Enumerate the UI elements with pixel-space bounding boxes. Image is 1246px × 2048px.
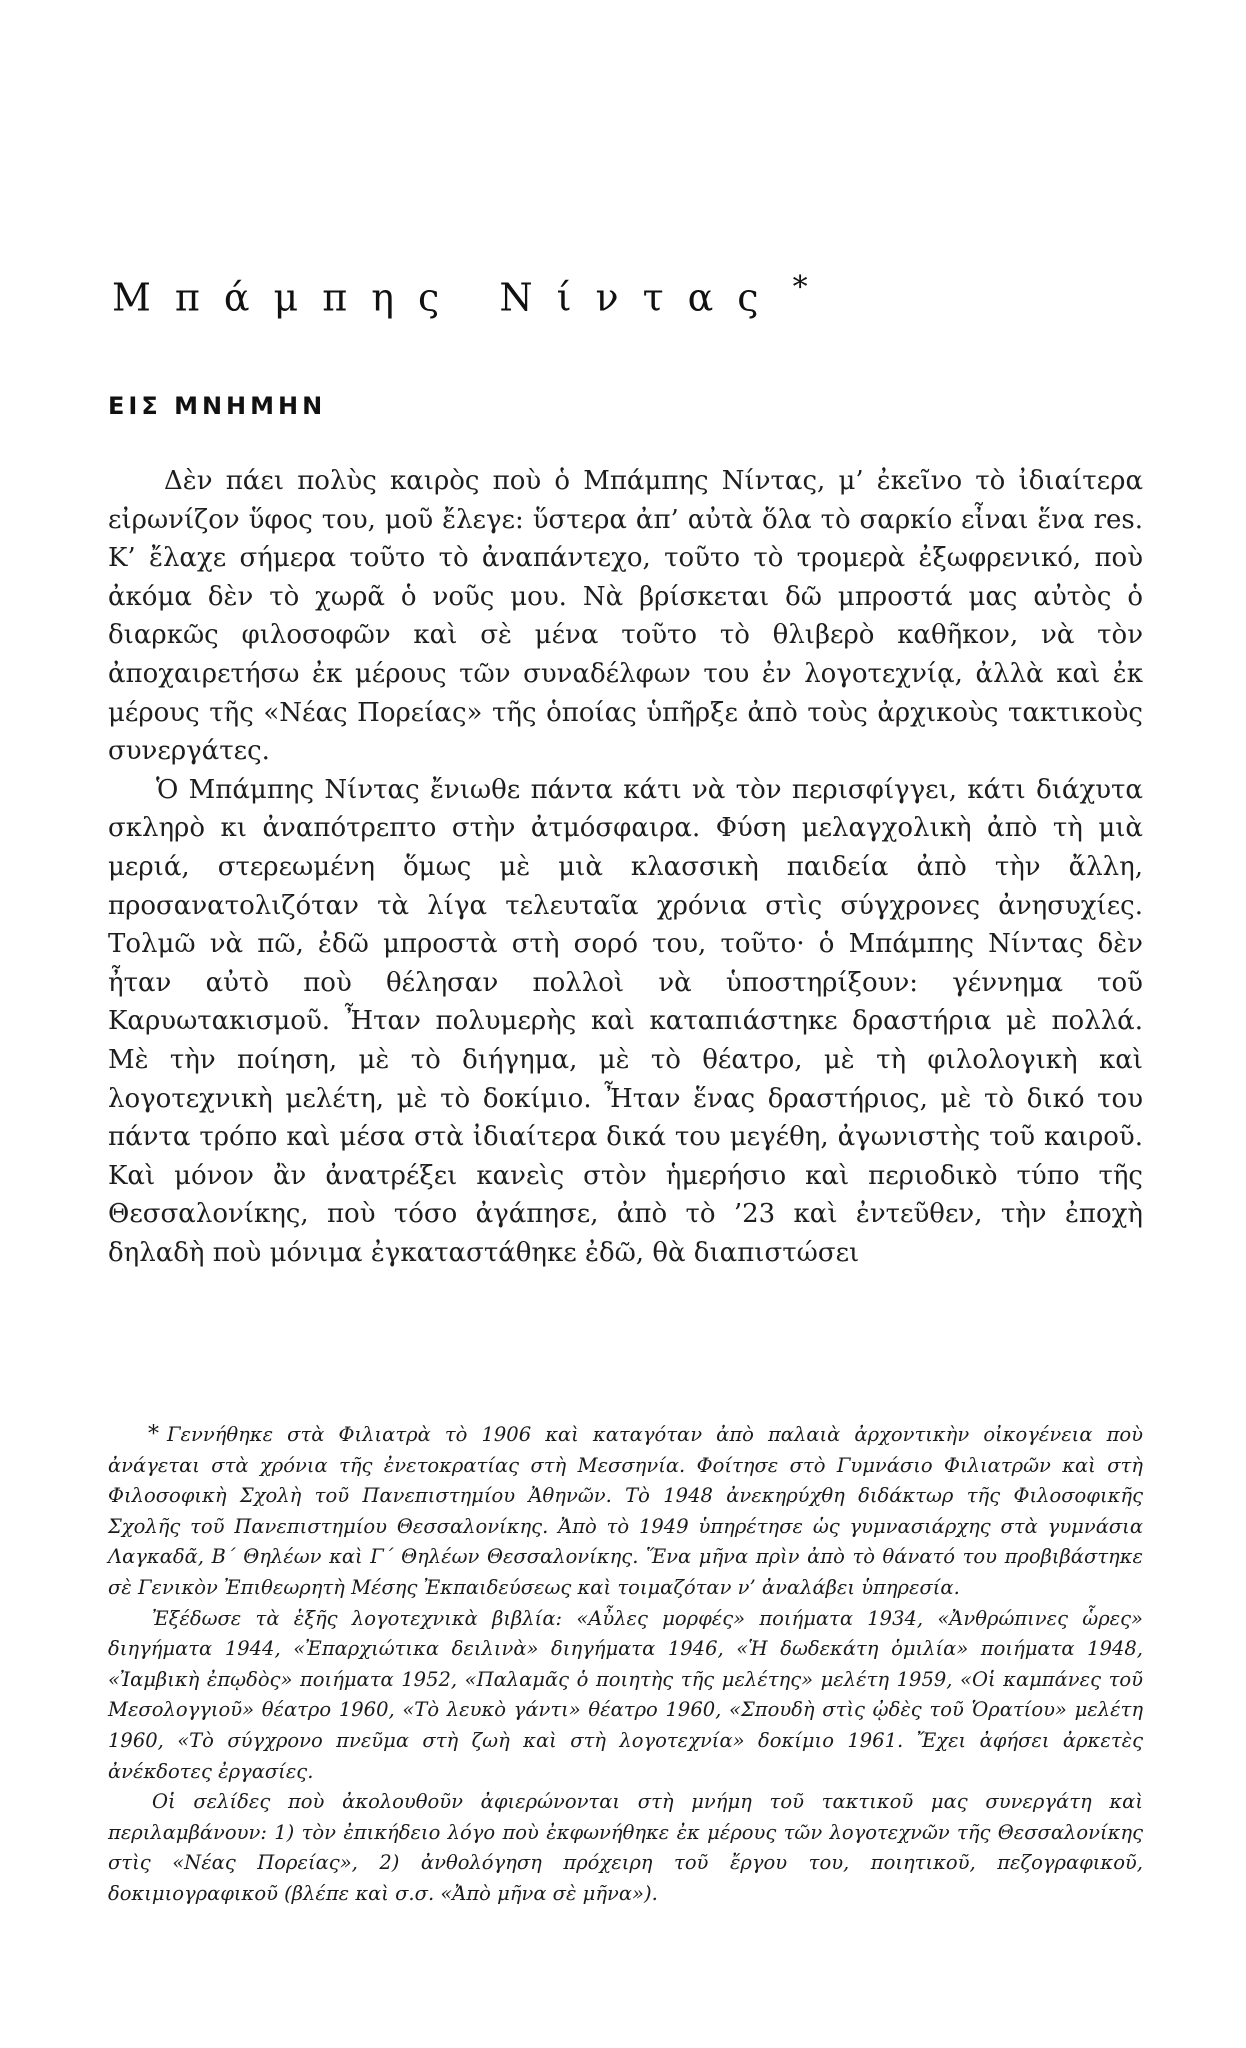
body-paragraph: Δὲν πάει πολὺς καιρὸς ποὺ ὁ Μπάμπης Νίντας, μ’ ἐκεῖνο τὸ ἰδιαίτερα εἰρωνίζον ὕφος του, μοῦ ἔλεγε: ὕστερα ἀπ’ αὐτὰ ὅλα τὸ σαρκίο εἶναι ἕνα res. Κ’ ἔλαχε σήμερα τοῦτο τὸ ἀναπάντεχο, τοῦτο τὸ τρομερὰ ἐξωφρενικό, ποὺ ἀκόμα δὲν τὸ χωρᾶ ὁ νοῦς μου. Νὰ βρίσκεται δῶ μπροστά μας αὐτὸς ὁ διαρκῶς φιλοσοφῶν καὶ σὲ μένα τοῦτο τὸ θλιβερὸ καθῆκον, νὰ τὸν ἀποχαιρετήσω ἐκ μέρους τῶν συναδέλφων του ἐν λογοτεχνίᾳ, ἀλλὰ καὶ ἐκ μέρους τῆς «Νέας Πορείας» τῆς ὁποίας ὑπῆρξε ἀπὸ τοὺς ἀρχικοὺς τακτικοὺς συνεργάτες. xyxy=(108,466,1143,767)
footnote-paragraph xyxy=(108,1420,1143,1604)
author-name xyxy=(112,270,808,320)
footnote-text: Γεννήθηκε στὰ Φιλιατρὰ τὸ 1906 καὶ καταγόταν ἀπὸ παλαιὰ ἀρχοντικὴν οἰκογένεια ποὺ ἀνάγεται στὰ χρόνια τῆς ἐνετοκρατίας στὴ Μεσσηνία. Φοίτησε στὸ Γυμνάσιο Φιλιατρῶν καὶ στὴ Φιλοσοφικὴ Σχολὴ τοῦ Πανεπιστημίου Ἀθηνῶν. Τὸ 1948 ἀνεκηρύχθη διδάκτωρ τῆς Φιλοσοφικῆς Σχολῆς τοῦ Πανεπιστημίου Θεσσαλονίκης. Ἀπὸ τὸ 1949 ὑπηρέτησε ὡς γυμνασιάρχης στὰ γυμνάσια Λαγκαδᾶ, Β΄ Θηλέων καὶ Γ΄ Θηλέων Θεσσαλονίκης. Ἕνα μῆνα πρὶν ἀπὸ τὸ θάνατό του προβιβάστηκε σὲ Γενικὸν Ἐπιθεωρητὴ Μέσης Ἐκπαιδεύσεως καὶ τοιμαζόταν ν’ ἀναλάβει ὑπηρεσία. xyxy=(108,1423,1143,1599)
footnote-paragraph: Οἱ σελίδες ποὺ ἀκολουθοῦν ἀφιερώνονται στὴ μνήμη τοῦ τακτικοῦ μας συνεργάτη καὶ περιλαμβάνουν: 1) τὸν ἐπικήδειο λόγο ποὺ ἐκφωνήθηκε ἐκ μέρους τῶν λογοτεχνῶν τῆς Θεσσαλονίκης στὶς «Νέας Πορείας», 2) ἀνθολόγηση πρόχειρη τοῦ ἔργου του, ποιητικοῦ, πεζογραφικοῦ, δοκιμιογραφικοῦ (βλέπε καὶ σ.σ. «Ἀπὸ μῆνα σὲ μῆνα»). xyxy=(108,1790,1143,1905)
footnotes xyxy=(108,1420,1143,1910)
section-heading: ΕΙΣ ΜΝΗΜΗΝ xyxy=(108,392,327,420)
footnote-paragraph: Ἐξέδωσε τὰ ἑξῆς λογοτεχνικὰ βιβλία: «Αὖλες μορφές» ποιήματα 1934, «Ἀνθρώπινες ὧρες» διηγήματα 1944, «Ἐπαρχιώτικα δειλινὰ» διηγήματα 1946, «Ἡ δωδεκάτη ὁμιλία» ποιήματα 1948, «Ἰαμβικὴ ἐπῳδὸς» ποιήματα 1952, «Παλαμᾶς ὁ ποιητὴς τῆς μελέτης» μελέτη 1959, «Οἱ καμπάνες τοῦ Μεσολογγιοῦ» θέατρο 1960, «Τὸ λευκὸ γάντι» θέατρο 1960, «Σπουδὴ στὶς ᾠδὲς τοῦ Ὁρατίου» μελέτη 1960, «Τὸ σύγχρονο πνεῦμα στὴ ζωὴ καὶ στὴ λογοτεχνία» δοκίμιο 1961. Ἔχει ἀφήσει ἀρκετὲς ἀνέκδοτες ἐργασίες. xyxy=(108,1606,1143,1783)
body-paragraph: Ὁ Μπάμπης Νίντας ἔνιωθε πάντα κάτι νὰ τὸν περισφίγγει, κάτι διάχυτα σκληρὸ κι ἀναπότρεπτο στὴν ἀτμόσφαιρα. Φύση μελαγχολικὴ ἀπὸ τὴ μιὰ μεριά, στερεωμένη ὅμως μὲ μιὰ κλασσικὴ παιδεία ἀπὸ τὴν ἄλλη, προσανατολιζόταν τὰ λίγα τελευταῖα χρόνια στὶς σύγχρονες ἀνησυχίες. Τολμῶ νὰ πῶ, ἐδῶ μπροστὰ στὴ σορό του, τοῦτο· ὁ Μπάμπης Νίντας δὲν ἦταν αὐτὸ ποὺ θέλησαν πολλοὶ νὰ ὑποστηρίξουν: γέννημα τοῦ Καρυωτακισμοῦ. Ἦταν πολυμερὴς καὶ καταπιάστηκε δραστήρια μὲ πολλά. Μὲ τὴν ποίηση, μὲ τὸ διήγημα, μὲ τὸ θέατρο, μὲ τὴ φιλολογικὴ καὶ λογοτεχνικὴ μελέτη, μὲ τὸ δοκίμιο. Ἦταν ἕνας δραστήριος, μὲ τὸ δικό του πάντα τρόπο καὶ μέσα στὰ ἰδιαίτερα δικά του μεγέθη, ἀγωνιστὴς τοῦ καιροῦ. Καὶ μόνον ἂν ἀνατρέξει κανεὶς στὸν ἡμερήσιο καὶ περιοδικὸ τύπο τῆς Θεσσαλονίκης, ποὺ τόσο ἀγάπησε, ἀπὸ τὸ ’23 καὶ ἐντεῦθεν, τὴν ἐποχὴ δηλαδὴ ποὺ μόνιμα ἐγκαταστάθηκε ἐδῶ, θὰ διαπιστώσει xyxy=(108,774,1143,1268)
author-name-text: Μπάμπης Νίντας xyxy=(112,275,783,320)
body-text xyxy=(108,462,1143,1272)
footnote-marker: * xyxy=(148,1422,159,1447)
footnote-asterisk: * xyxy=(792,270,808,305)
